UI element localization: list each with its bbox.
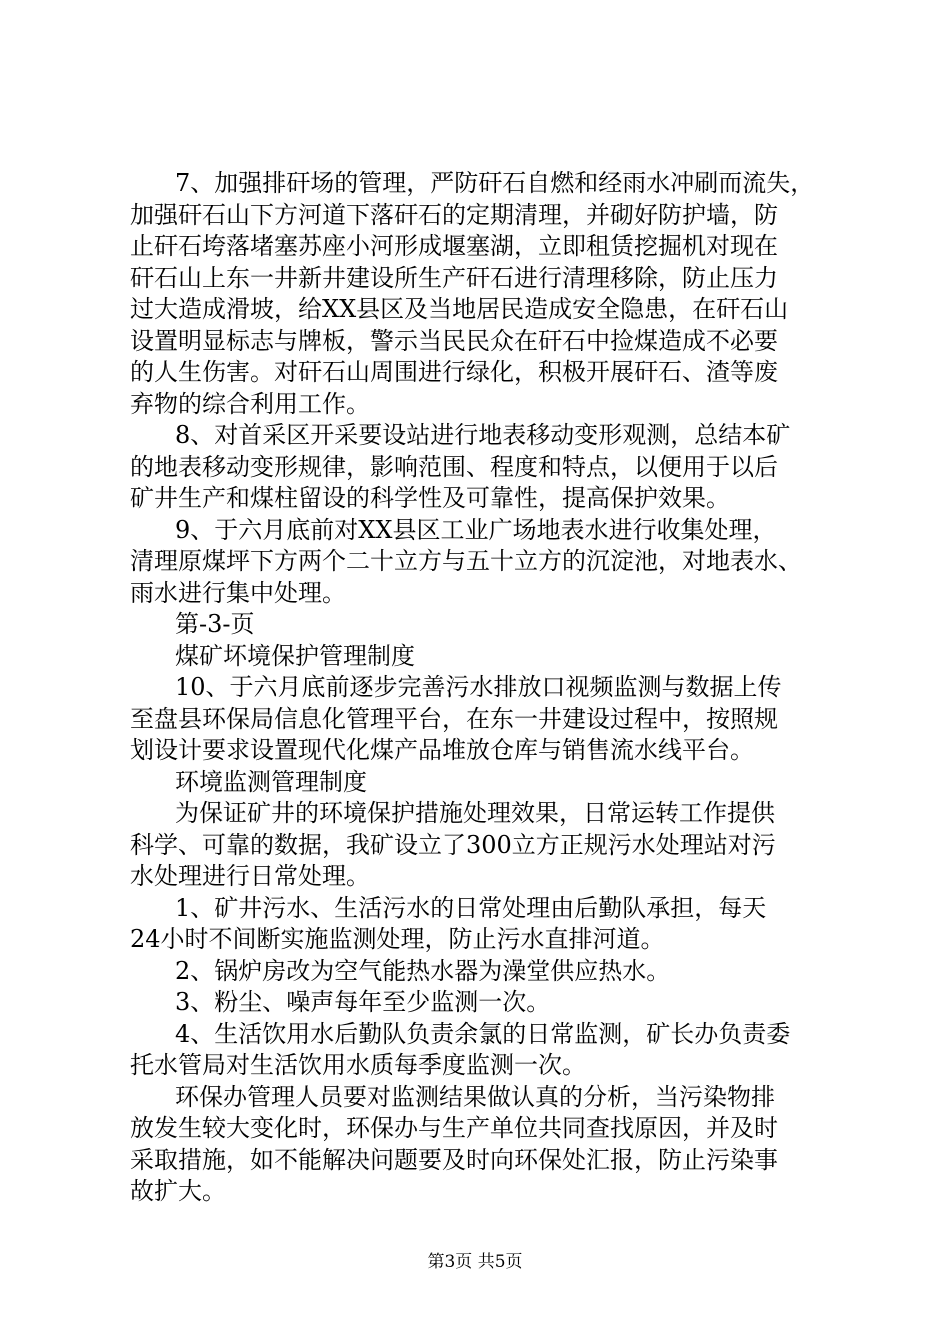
text-line: 8、对首采区开采要设站进行地表移动变形观测，总结本矿 [175, 421, 791, 449]
monitoring-item-1 [130, 893, 840, 956]
text-line: 至盘县环保局信息化管理平台，在东一井建设过程中，按照规 [130, 704, 778, 733]
section-heading [130, 767, 840, 799]
text-line: 的地表移动变形规律，影响范围、程度和特点，以便用于以后 [130, 452, 778, 481]
text-line: 止矸石垮落堵塞苏座小河形成堰塞湖，立即租赁挖掘机对现在 [130, 232, 778, 260]
text-line: 第-3-页 [175, 610, 255, 638]
text-line: 为保证矿井的环境保护措施处理效果，日常运转工作提供 [175, 799, 775, 827]
text-line: 托水管局对生活饮用水质每季度监测一次。 [130, 1051, 586, 1079]
text-line: 3、粉尘、噪声每年至少监测一次。 [175, 988, 551, 1016]
text-line: 弃物的综合利用工作。 [130, 389, 370, 418]
text-line: 矸石山上东一井新井建设所生产矸石进行清理移除，防止压力 [130, 263, 778, 292]
text-line: 煤矿坏境保护管理制度 [175, 641, 415, 670]
text-line: 10、于六月底前逐步完善污水排放口视频监测与数据上传 [175, 673, 782, 701]
text-line: 清理原煤坪下方两个二十立方与五十立方的沉淀池，对地表水、 [130, 547, 802, 575]
text-line: 划设计要求设置现代化煤产品堆放仓库与销售流水线平台。 [130, 736, 754, 764]
paragraph-9 [130, 515, 840, 610]
monitoring-item-3 [130, 987, 840, 1019]
monitoring-item-4 [130, 1019, 840, 1082]
paragraph-10 [130, 672, 840, 767]
text-line: 环保办管理人员要对监测结果做认真的分析，当污染物排 [175, 1082, 775, 1111]
text-line: 过大造成滑坡，给XX县区及当地居民造成安全隐患，在矸石山 [130, 295, 789, 323]
text-line: 放发生较大变化时，环保办与生产单位共同查找原因，并及时 [130, 1114, 778, 1142]
page-number-label: 第3页 共5页 [427, 1252, 523, 1272]
page-footer [0, 1247, 950, 1272]
text-line: 9、于六月底前对XX县区工业广场地表水进行收集处理， [175, 515, 777, 544]
text-line: 的人生伤害。对矸石山周围进行绿化，积极开展矸石、渣等废 [130, 358, 778, 386]
closing-paragraph [130, 1082, 840, 1208]
section-heading [130, 641, 840, 673]
text-line: 2、锅炉房改为空气能热水器为澡堂供应热水。 [175, 956, 671, 985]
paragraph-8 [130, 420, 840, 515]
text-line: 7、加强排矸场的管理，严防矸石自燃和经雨水冲刷而流失， [175, 169, 815, 197]
text-line: 科学、可靠的数据，我矿设立了300立方正规污水处理站对污 [130, 830, 776, 859]
text-line: 环境监测管理制度 [175, 767, 367, 796]
text-line: 1、矿井污水、生活污水的日常处理由后勤队承担，每天 [175, 893, 767, 922]
text-line: 加强矸石山下方河道下落矸石的定期清理，并砌好防护墙，防 [130, 200, 778, 229]
text-line: 采取措施，如不能解决问题要及时向环保处汇报，防止污染事 [130, 1145, 778, 1174]
text-line: 设置明显标志与牌板，警示当民民众在矸石中捡煤造成不必要 [130, 326, 778, 355]
monitoring-item-2 [130, 956, 840, 988]
paragraph-7 [130, 168, 840, 420]
text-line: 水处理进行日常处理。 [130, 862, 370, 890]
text-line: 4、生活饮用水后勤队负责余氯的日常监测，矿长办负责委 [175, 1019, 791, 1048]
intro-paragraph [130, 798, 840, 893]
text-line: 故扩大。 [130, 1177, 226, 1205]
text-line: 24小时不间断实施监测处理，防止污水直排河道。 [130, 925, 665, 953]
document-body [130, 168, 840, 1208]
text-line: 矿井生产和煤柱留设的科学性及可靠性，提高保护效果。 [130, 484, 730, 512]
page-marker [130, 609, 840, 641]
text-line: 雨水进行集中处理。 [130, 578, 346, 607]
